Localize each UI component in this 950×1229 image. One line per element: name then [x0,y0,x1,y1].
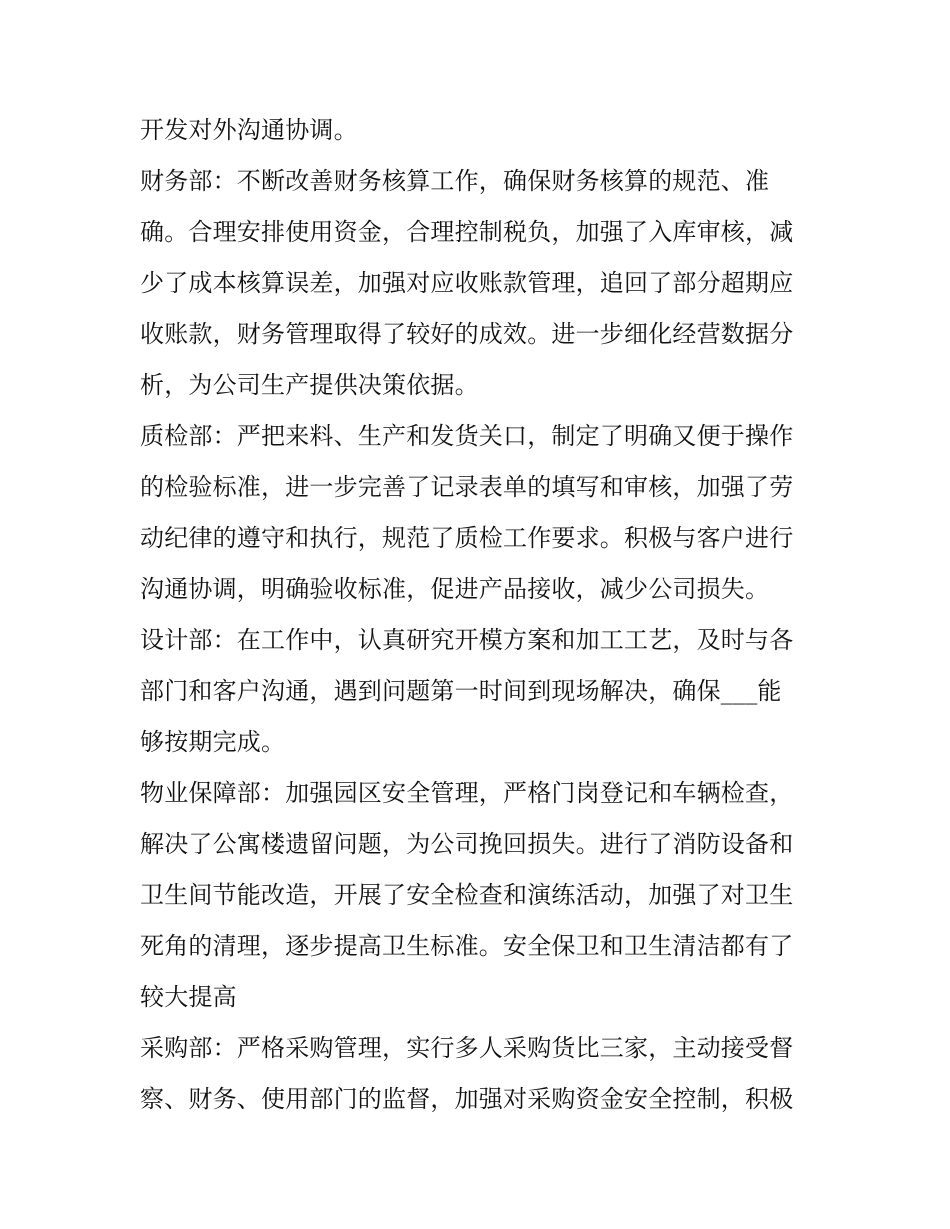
text-line: 确。合理安排使用资金，合理控制税负，加强了入库审核，减 [140,218,794,246]
text-line: 质检部：严把来料、生产和发货关口，制定了明确又便于操作 [140,422,794,450]
text-line: 较大提高 [140,983,237,1011]
text-line: 部门和客户沟通，遇到问题第一时间到现场解决，确保___能 [140,677,782,705]
text-line: 察、财务、使用部门的监督，加强对采购资金安全控制，积极 [140,1085,794,1113]
text-line: 的检验标准，进一步完善了记录表单的填写和审核，加强了劳 [140,473,794,501]
text-line: 收账款，财务管理取得了较好的成效。进一步细化经营数据分 [140,320,794,348]
text-line: 财务部：不断改善财务核算工作，确保财务核算的规范、准 [140,167,770,195]
text-line: 开发对外沟通协调。 [140,116,358,144]
text-line: 少了成本核算误差，加强对应收账款管理，追回了部分超期应 [140,269,794,297]
text-line: 析，为公司生产提供决策依据。 [140,371,479,399]
text-line: 死角的清理，逐步提高卫生标准。安全保卫和卫生清洁都有了 [140,932,794,960]
text-line: 沟通协调，明确验收标准，促进产品接收，减少公司损失。 [140,575,770,603]
text-line: 动纪律的遵守和执行，规范了质检工作要求。积极与客户进行 [140,524,794,552]
text-line: 设计部：在工作中，认真研究开模方案和加工工艺，及时与各 [140,626,794,654]
text-line: 够按期完成。 [140,728,286,756]
text-line: 解决了公寓楼遗留问题，为公司挽回损失。进行了消防设备和 [140,830,794,858]
text-line: 卫生间节能改造，开展了安全检查和演练活动，加强了对卫生 [140,881,794,909]
text-line: 采购部：严格采购管理，实行多人采购货比三家，主动接受督 [140,1034,794,1062]
text-line: 物业保障部：加强园区安全管理，严格门岗登记和车辆检查， [140,779,794,807]
